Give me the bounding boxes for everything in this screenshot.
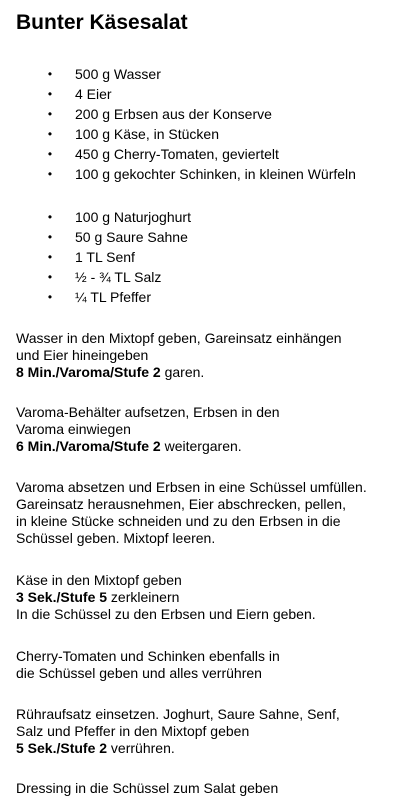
step-line: Salz und Pfeffer in den Mixtopf geben bbox=[16, 723, 250, 739]
step-line: Gareinsatz herausnehmen, Eier abschrecken, pellen, bbox=[16, 496, 346, 512]
step-4 bbox=[16, 572, 316, 623]
bullet-icon: • bbox=[47, 127, 53, 141]
step-line: Schüssel geben. Mixtopf leeren. bbox=[16, 530, 216, 546]
step-line: Rühraufsatz einsetzen. Joghurt, Saure Sahne, Senf, bbox=[16, 706, 340, 722]
step-setting: 8 Min./Varoma/Stufe 2 bbox=[16, 364, 161, 380]
step-line: In die Schüssel zu den Erbsen und Eiern geben. bbox=[16, 606, 316, 622]
step-setting: 5 Sek./Stufe 2 bbox=[16, 740, 108, 756]
bullet-icon: • bbox=[47, 250, 53, 264]
step-line bbox=[16, 364, 342, 381]
ingredient-text: 200 g Erbsen aus der Konserve bbox=[75, 106, 272, 122]
bullet-icon: • bbox=[47, 290, 53, 304]
ingredient-text: 100 g Naturjoghurt bbox=[75, 209, 191, 225]
step-line: Varoma absetzen und Erbsen in eine Schüssel umfüllen. bbox=[16, 479, 367, 495]
bullet-icon: • bbox=[47, 147, 53, 161]
ingredient-text: 1 TL Senf bbox=[75, 249, 135, 265]
step-line bbox=[16, 589, 316, 606]
bullet-icon: • bbox=[47, 87, 53, 101]
ingredient-text: ¼ TL Pfeffer bbox=[75, 289, 152, 305]
step-7 bbox=[16, 780, 278, 797]
step-line: in kleine Stücke schneiden und zu den Erbsen in die bbox=[16, 513, 341, 529]
step-line-rest: garen. bbox=[160, 364, 205, 380]
step-line: die Schüssel geben und alles verrühren bbox=[16, 665, 262, 681]
step-line bbox=[16, 438, 280, 455]
step-line: und Eier hineingeben bbox=[16, 347, 149, 363]
ingredient-text: 100 g Käse, in Stücken bbox=[75, 126, 219, 142]
step-1 bbox=[16, 330, 342, 381]
step-5 bbox=[16, 648, 280, 682]
step-line-rest: weitergaren. bbox=[160, 438, 242, 454]
step-setting: 3 Sek./Stufe 5 bbox=[16, 589, 108, 605]
step-line-rest: zerkleinern bbox=[107, 589, 180, 605]
ingredient-text: 500 g Wasser bbox=[75, 66, 161, 82]
bullet-icon: • bbox=[47, 210, 53, 224]
step-6 bbox=[16, 706, 340, 757]
step-line-rest: verrühren. bbox=[107, 740, 175, 756]
step-2 bbox=[16, 404, 280, 455]
bullet-icon: • bbox=[47, 167, 53, 181]
step-line: Wasser in den Mixtopf geben, Gareinsatz einhängen bbox=[16, 330, 342, 346]
recipe-title: Bunter Käsesalat bbox=[16, 11, 188, 34]
step-line: Cherry-Tomaten und Schinken ebenfalls in bbox=[16, 648, 280, 664]
bullet-icon: • bbox=[47, 270, 53, 284]
bullet-icon: • bbox=[47, 67, 53, 81]
step-3 bbox=[16, 479, 367, 547]
step-line: Dressing in die Schüssel zum Salat geben bbox=[16, 780, 279, 796]
step-line bbox=[16, 740, 340, 757]
ingredient-text: 50 g Saure Sahne bbox=[75, 229, 188, 245]
step-line: Varoma einwiegen bbox=[16, 421, 131, 437]
ingredient-text: 4 Eier bbox=[75, 86, 112, 102]
bullet-icon: • bbox=[47, 107, 53, 121]
step-line: Käse in den Mixtopf geben bbox=[16, 572, 182, 588]
ingredient-text: ½ - ¾ TL Salz bbox=[75, 269, 162, 285]
ingredient-text: 100 g gekochter Schinken, in kleinen Würfeln bbox=[75, 166, 356, 182]
ingredient-text: 450 g Cherry-Tomaten, geviertelt bbox=[75, 146, 279, 162]
step-setting: 6 Min./Varoma/Stufe 2 bbox=[16, 438, 161, 454]
step-line: Varoma-Behälter aufsetzen, Erbsen in den bbox=[16, 404, 280, 420]
bullet-icon: • bbox=[47, 230, 53, 244]
